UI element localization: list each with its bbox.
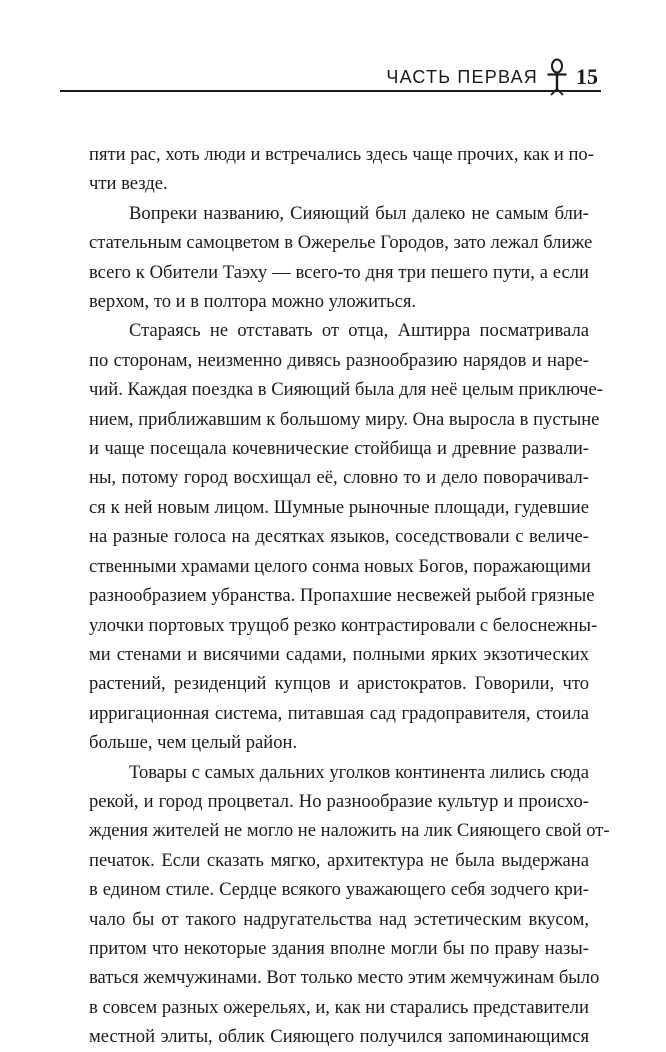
text-line: ственными храмами целого сонма новых Богов, поражающими [89, 555, 591, 577]
text-line: ся к ней новым лицом. Шумные рыночные площади, гудевшие [89, 496, 589, 518]
text-line: притом что некоторые здания вполне могли бы по праву назы- [89, 937, 589, 959]
section-title: ЧАСТЬ ПЕРВАЯ [386, 66, 538, 87]
text-line: ирригационная система, питавшая сад градоправителя, стоила [89, 702, 589, 724]
text-line: улочки портовых трущоб резко контрастировали с белоснежны- [89, 614, 598, 636]
text-line: в совсем разных ожерельях, и, как ни старались представители [89, 996, 589, 1018]
text-line: рекой, и город процветал. Но разнообразие культур и происхо- [89, 790, 589, 812]
text-line: разнообразием убранства. Пропахшие несвежей рыбой грязные [89, 585, 595, 607]
header-rule [60, 90, 601, 92]
text-line: больше, чем целый район. [89, 732, 298, 754]
text-line: в едином стиле. Сердце всякого уважающего себя зодчего кри- [89, 879, 589, 901]
text-line: растений, резиденций купцов и аристократов. Говорили, что [89, 673, 589, 695]
text-line: ждения жителей не могло не наложить на лик Сияющего свой от- [89, 820, 610, 842]
text-line: Стараясь не отставать от отца, Аштирра посматривала [129, 320, 589, 342]
text-line: чти везде. [89, 173, 168, 195]
text-line: чий. Каждая поездка в Сияющий была для неё целым приключе- [89, 379, 603, 401]
text-line: печаток. Если сказать мягко, архитектура не была выдержана [89, 849, 589, 871]
text-line: чало бы от такого надругательства над эстетическим вкусом, [89, 908, 589, 930]
text-line: всего к Обители Таэху — всего-то дня три пешего пути, а если [89, 261, 589, 283]
text-line: местной элиты, облик Сияющего получился запоминающимся [89, 1026, 589, 1048]
text-line: ваться жемчужинами. Вот только место этим жемчужинам было [89, 967, 600, 989]
text-line: ми стенами и висячими садами, полными ярких экзотических [89, 643, 589, 665]
text-line: верхом, то и в полтора можно уложиться. [89, 291, 417, 313]
text-line: и чаще посещала кочевнические стойбища и древние развали- [89, 438, 589, 460]
text-line: Вопреки названию, Сияющий был далеко не самым бли- [129, 202, 589, 224]
text-line: стательным самоцветом в Ожерелье Городов, зато лежал ближе [89, 232, 593, 254]
body-text [89, 140, 610, 1052]
text-line: пяти рас, хоть люди и встречались здесь чаще прочих, как и по- [89, 144, 594, 165]
text-line: нием, приближавшим к большому миру. Она выросла в пустыне [89, 408, 600, 430]
text-line: Товары с самых дальних уголков континента лились сюда [129, 761, 589, 783]
text-line: ны, потому город восхищал её, словно то и дело поворачивал- [89, 467, 589, 489]
text-line: по сторонам, неизменно дивясь разнообразию нарядов и наре- [89, 349, 589, 371]
page-number: 15 [576, 64, 598, 89]
text-line: на разные голоса на десятках языков, соседствовали с величе- [89, 526, 589, 548]
